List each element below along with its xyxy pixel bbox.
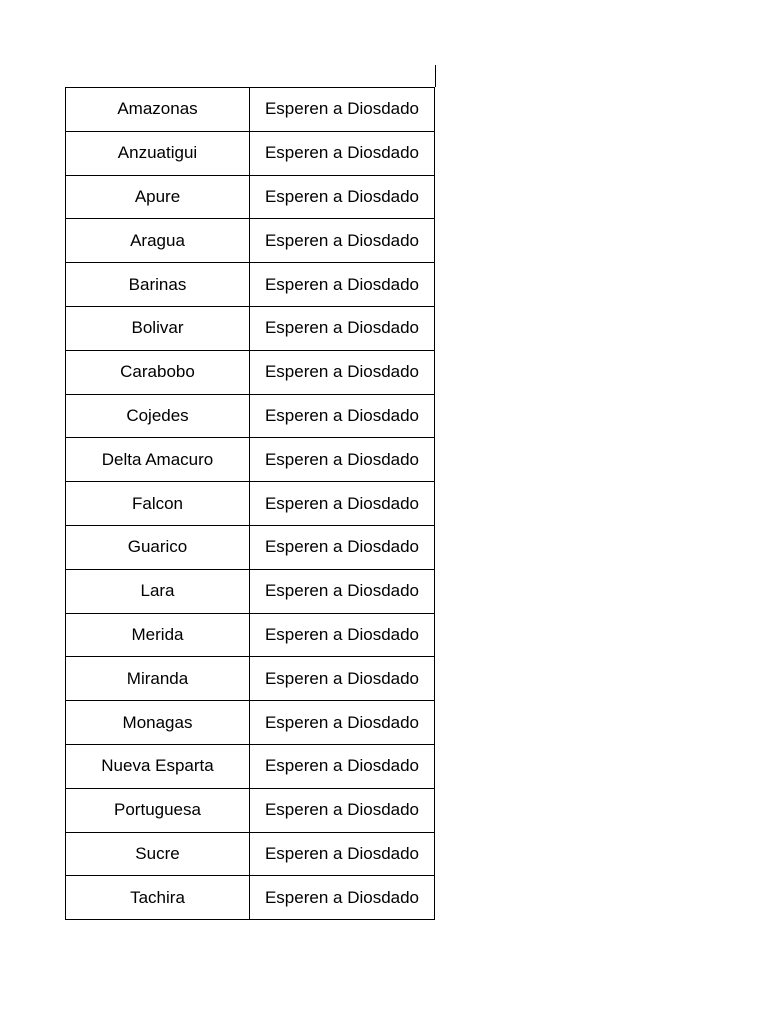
state-name-cell: Cojedes [66, 394, 250, 438]
state-name-cell: Lara [66, 569, 250, 613]
status-cell: Esperen a Diosdado [250, 131, 435, 175]
status-cell: Esperen a Diosdado [250, 88, 435, 132]
state-name-cell: Anzuatigui [66, 131, 250, 175]
status-cell: Esperen a Diosdado [250, 219, 435, 263]
status-cell: Esperen a Diosdado [250, 263, 435, 307]
table-row [66, 744, 435, 788]
status-cell: Esperen a Diosdado [250, 394, 435, 438]
table-row [66, 131, 435, 175]
status-cell: Esperen a Diosdado [250, 569, 435, 613]
status-cell: Esperen a Diosdado [250, 613, 435, 657]
state-name-cell: Merida [66, 613, 250, 657]
table-row [66, 350, 435, 394]
table-row [66, 175, 435, 219]
state-name-cell: Guarico [66, 525, 250, 569]
status-cell: Esperen a Diosdado [250, 701, 435, 745]
column-divider-line [435, 65, 436, 87]
state-name-cell: Delta Amacuro [66, 438, 250, 482]
table-row [66, 394, 435, 438]
table-row [66, 876, 435, 920]
state-name-cell: Sucre [66, 832, 250, 876]
table-row [66, 613, 435, 657]
status-cell: Esperen a Diosdado [250, 744, 435, 788]
table-row [66, 832, 435, 876]
state-name-cell: Amazonas [66, 88, 250, 132]
states-table [65, 87, 435, 920]
state-name-cell: Barinas [66, 263, 250, 307]
status-cell: Esperen a Diosdado [250, 482, 435, 526]
state-name-cell: Apure [66, 175, 250, 219]
status-cell: Esperen a Diosdado [250, 525, 435, 569]
status-cell: Esperen a Diosdado [250, 788, 435, 832]
status-cell: Esperen a Diosdado [250, 175, 435, 219]
table-row [66, 88, 435, 132]
status-cell: Esperen a Diosdado [250, 350, 435, 394]
states-table-body [66, 88, 435, 920]
table-row [66, 657, 435, 701]
table-row [66, 482, 435, 526]
state-name-cell: Bolivar [66, 306, 250, 350]
status-cell: Esperen a Diosdado [250, 438, 435, 482]
status-cell: Esperen a Diosdado [250, 876, 435, 920]
table-row [66, 263, 435, 307]
status-cell: Esperen a Diosdado [250, 657, 435, 701]
state-name-cell: Falcon [66, 482, 250, 526]
table-row [66, 788, 435, 832]
table-row [66, 525, 435, 569]
table-row [66, 701, 435, 745]
table-row [66, 569, 435, 613]
state-name-cell: Tachira [66, 876, 250, 920]
status-cell: Esperen a Diosdado [250, 306, 435, 350]
state-name-cell: Aragua [66, 219, 250, 263]
state-name-cell: Portuguesa [66, 788, 250, 832]
status-cell: Esperen a Diosdado [250, 832, 435, 876]
state-name-cell: Nueva Esparta [66, 744, 250, 788]
table-row [66, 438, 435, 482]
table-row [66, 306, 435, 350]
state-name-cell: Monagas [66, 701, 250, 745]
table-row [66, 219, 435, 263]
state-name-cell: Miranda [66, 657, 250, 701]
state-name-cell: Carabobo [66, 350, 250, 394]
